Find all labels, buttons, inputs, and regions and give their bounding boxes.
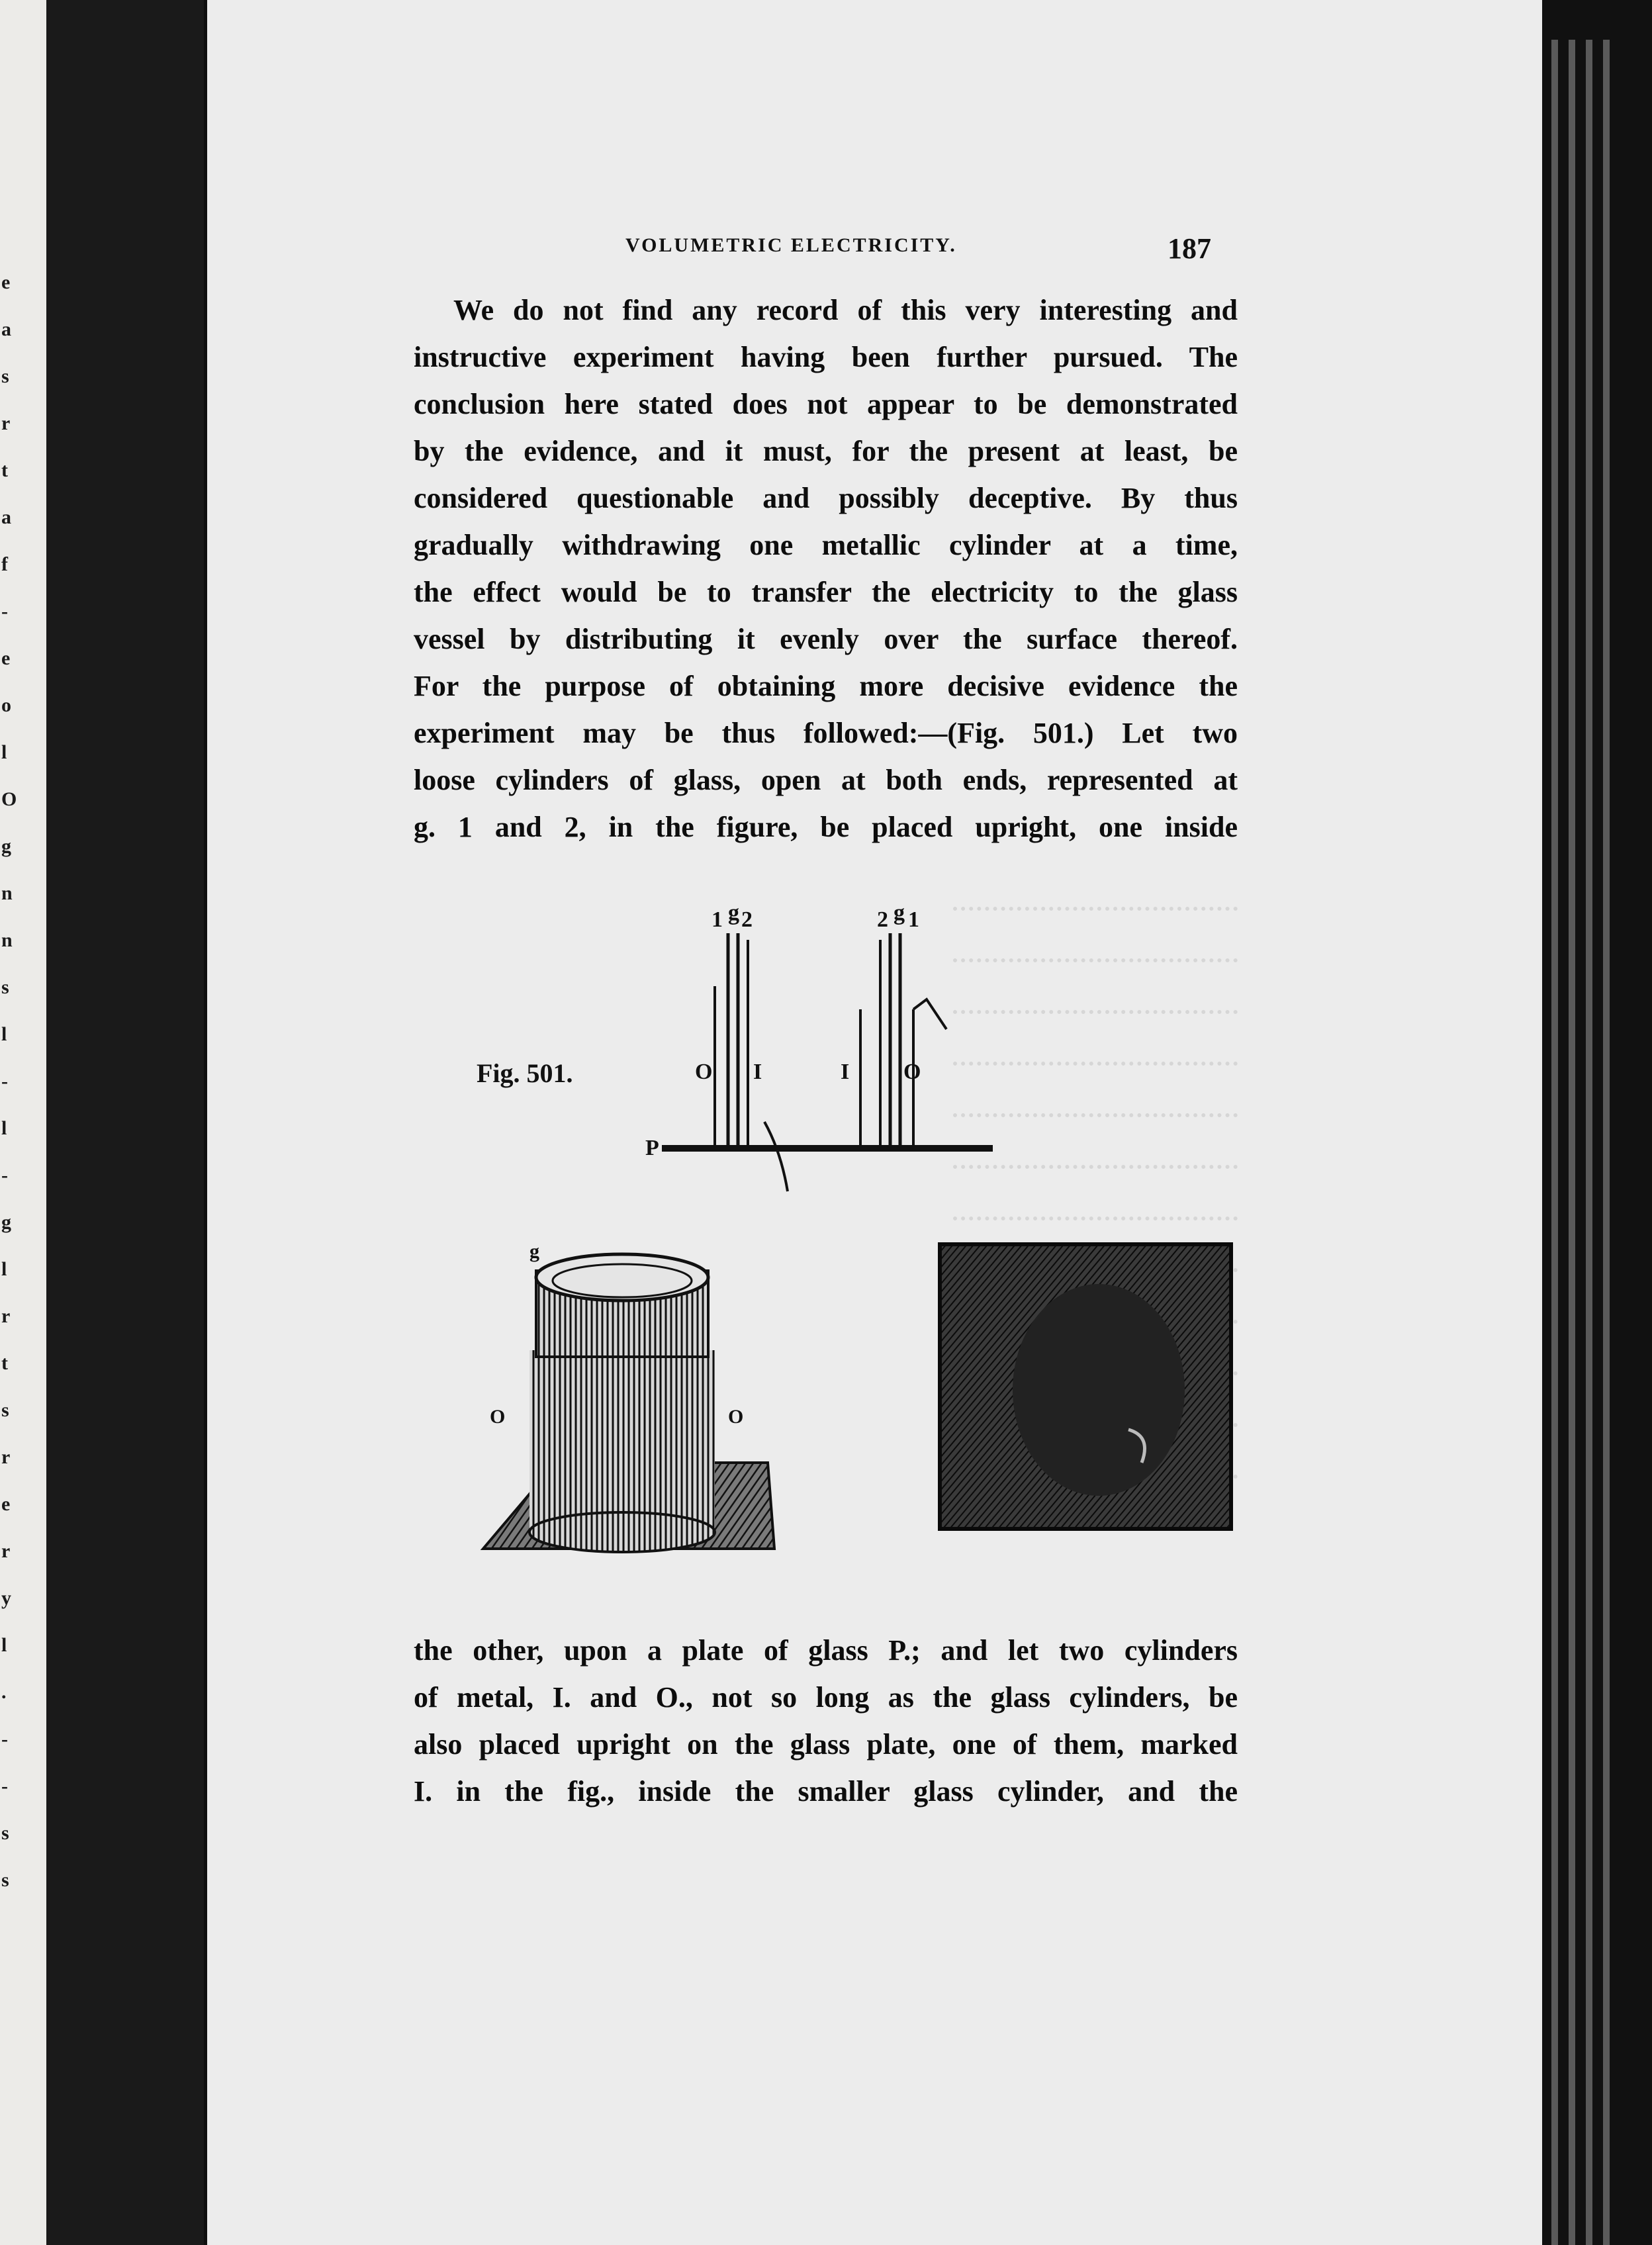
facing-page-letter: e xyxy=(1,647,11,669)
book-gutter xyxy=(46,0,212,2245)
text-line: gradually withdrawing one metallic cylinder at a time, xyxy=(414,529,1238,561)
figure-illustration xyxy=(437,887,1238,1582)
label-o-left: O xyxy=(695,1060,713,1084)
facing-page-letter: t xyxy=(1,459,8,481)
label-i-left: I xyxy=(753,1060,762,1084)
label-g-engraving: g xyxy=(529,1240,539,1262)
label-o-right: O xyxy=(903,1060,921,1084)
facing-page-letter: l xyxy=(1,741,7,763)
label-two-right: 2 xyxy=(877,907,888,932)
facing-page-letter: e xyxy=(1,1493,11,1515)
facing-page-letter: y xyxy=(1,1587,11,1609)
dark-plate-illustration xyxy=(940,1244,1231,1529)
facing-page-letter: n xyxy=(1,882,13,904)
page-number: 187 xyxy=(1168,232,1211,265)
facing-page-letter: s xyxy=(1,1869,9,1891)
facing-page-letter: a xyxy=(1,506,11,528)
facing-page-letter: r xyxy=(1,1446,11,1468)
text-line: For the purpose of obtaining more decisive evidence the xyxy=(414,670,1238,702)
facing-page-letter: r xyxy=(1,1540,11,1562)
text-line: by the evidence, and it must, for the present at least, be xyxy=(414,435,1238,467)
facing-page-letter: s xyxy=(1,976,9,998)
facing-page-letter: g xyxy=(1,1211,11,1233)
running-head: VOLUMETRIC ELECTRICITY. xyxy=(625,234,957,256)
facing-page-letter: r xyxy=(1,412,11,434)
label-p: P xyxy=(645,1136,659,1160)
text-line: I. in the fig., inside the smaller glass cylinder, and the xyxy=(414,1775,1238,1808)
facing-page-letter: - xyxy=(1,1775,8,1797)
label-one: 1 xyxy=(711,907,723,932)
figure-501 xyxy=(437,887,1238,1582)
text-line: loose cylinders of glass, open at both ends, represented at xyxy=(414,764,1238,796)
facing-page-letter: l xyxy=(1,1023,7,1045)
figure-caption: Fig. 501. xyxy=(477,1058,573,1088)
label-one-right: 1 xyxy=(908,907,919,932)
text-line: the effect would be to transfer the electricity to the glass xyxy=(414,576,1238,608)
label-g-left: g xyxy=(728,901,739,925)
text-line: g. 1 and 2, in the figure, be placed upright, one inside xyxy=(414,811,1238,843)
facing-page-letter: l xyxy=(1,1634,7,1656)
facing-page-letter: l xyxy=(1,1117,7,1139)
facing-page-edge xyxy=(0,0,46,2245)
label-two-left: 2 xyxy=(741,907,753,932)
facing-page-letter: a xyxy=(1,318,11,340)
text-line: vessel by distributing it evenly over the surface thereof. xyxy=(414,623,1238,655)
facing-page-letter: s xyxy=(1,365,9,387)
facing-page-letter: r xyxy=(1,1305,11,1327)
text-line: of metal, I. and O., not so long as the glass cylinders, be xyxy=(414,1681,1238,1714)
label-o-engraving-right: O xyxy=(728,1406,744,1428)
facing-page-letter: - xyxy=(1,1728,8,1750)
facing-page-letter: n xyxy=(1,929,13,951)
cylinder-engraving xyxy=(483,1240,774,1552)
text-line: considered questionable and possibly deceptive. By thus xyxy=(414,482,1238,514)
facing-page-letter: s xyxy=(1,1399,9,1421)
label-i-right: I xyxy=(841,1060,850,1084)
page-edge-stack xyxy=(1542,0,1652,2245)
facing-page-letter: . xyxy=(1,1681,7,1703)
paragraph-bottom xyxy=(414,1627,1238,1815)
facing-page-letter: - xyxy=(1,600,8,622)
cylinder-section-diagram xyxy=(645,901,993,1191)
text-line: conclusion here stated does not appear to be demonstrated xyxy=(414,388,1238,420)
facing-page-letter: O xyxy=(1,788,17,810)
label-g-right: g xyxy=(894,901,905,925)
facing-page-letter: f xyxy=(1,553,8,575)
paragraph-top xyxy=(414,287,1238,850)
text-line: also placed upright on the glass plate, one of them, marked xyxy=(414,1728,1238,1761)
label-o-engraving-left: O xyxy=(490,1406,506,1428)
facing-page-letter: t xyxy=(1,1352,8,1374)
text-line: We do not find any record of this very interesting and xyxy=(453,294,1238,326)
facing-page-letter: l xyxy=(1,1258,7,1280)
facing-page-letter: g xyxy=(1,835,11,857)
text-line: experiment may be thus followed:—(Fig. 501.) Let two xyxy=(414,717,1238,749)
text-line: the other, upon a plate of glass P.; and let two cylinders xyxy=(414,1634,1238,1667)
facing-page-letter: o xyxy=(1,694,11,716)
facing-page-letter: s xyxy=(1,1822,9,1844)
facing-page-letter: - xyxy=(1,1164,8,1186)
page-header xyxy=(625,232,1211,271)
text-line: instructive experiment having been further pursued. The xyxy=(414,341,1238,373)
facing-page-letter: - xyxy=(1,1070,8,1092)
facing-page-letter: e xyxy=(1,271,11,293)
